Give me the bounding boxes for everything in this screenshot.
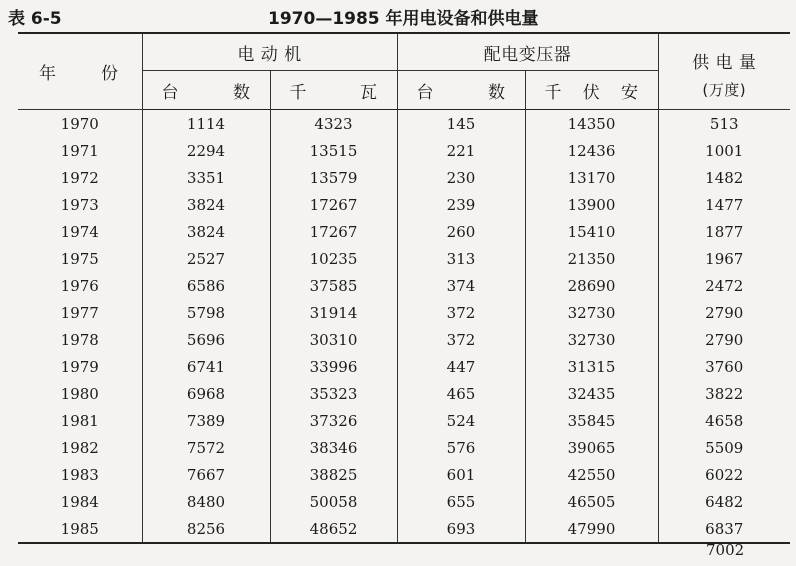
header-transformer-kva-char-2: 伏 — [582, 82, 601, 103]
cell-year: 1985 — [60, 519, 99, 538]
table-row — [18, 353, 790, 380]
cell-year: 1983 — [60, 465, 99, 484]
cell-supply: 1482 — [658, 164, 790, 191]
cell-transformer-kva: 32730 — [525, 299, 658, 326]
cell-year: 1984 — [60, 492, 99, 511]
table-row — [18, 515, 790, 543]
cell-transformer-count: 239 — [397, 191, 525, 218]
cell-supply: 1477 — [658, 191, 790, 218]
cell-supply: 2790 — [658, 326, 790, 353]
cell-supply: 1877 — [658, 218, 790, 245]
cell-transformer-count: 372 — [397, 299, 525, 326]
cell-supply: 6022 — [658, 461, 790, 488]
cell-year: 1976 — [60, 276, 99, 295]
cell-transformer-kva: 39065 — [525, 434, 658, 461]
cell-supply: 1967 — [658, 245, 790, 272]
cell-motor-kw: 31914 — [270, 299, 397, 326]
header-transformer-count-char-1: 台 — [416, 82, 434, 103]
cell-transformer-count: 372 — [397, 326, 525, 353]
cell-year: 1980 — [60, 384, 99, 403]
cell-motor-count: 5798 — [142, 299, 270, 326]
header-motor-kw-char-1: 千 — [289, 82, 307, 103]
cell-motor-kw: 50058 — [270, 488, 397, 515]
table-row — [18, 299, 790, 326]
cell-motor-count: 3824 — [142, 218, 270, 245]
header-year-char-1: 年 — [39, 64, 57, 84]
cell-transformer-count: 655 — [397, 488, 525, 515]
cell-motor-count: 6968 — [142, 380, 270, 407]
table-row — [18, 245, 790, 272]
table-row — [18, 110, 790, 138]
table-row — [18, 461, 790, 488]
cell-year: 1972 — [60, 168, 99, 187]
cell-motor-kw: 38346 — [270, 434, 397, 461]
table-row — [18, 218, 790, 245]
cell-supply: 2790 — [658, 299, 790, 326]
cell-transformer-kva: 31315 — [525, 353, 658, 380]
cell-motor-count: 7667 — [142, 461, 270, 488]
cell-year: 1974 — [60, 222, 99, 241]
header-supply-label: 供 电 量 — [692, 53, 757, 73]
cell-transformer-kva: 46505 — [525, 488, 658, 515]
table-row — [18, 272, 790, 299]
cell-supply: 6837 — [658, 515, 790, 543]
cell-transformer-kva: 13170 — [525, 164, 658, 191]
table-row — [18, 191, 790, 218]
cell-motor-count: 5696 — [142, 326, 270, 353]
cell-motor-kw: 4323 — [270, 110, 397, 138]
cell-motor-count: 8256 — [142, 515, 270, 543]
cell-transformer-count: 447 — [397, 353, 525, 380]
data-table — [18, 32, 790, 544]
cell-transformer-kva: 32730 — [525, 326, 658, 353]
title-row — [0, 0, 796, 30]
cell-supply: 513 — [658, 110, 790, 138]
table-title: 1970—1985 年用电设备和供电量 — [268, 9, 539, 29]
header-year-char-2: 份 — [101, 64, 119, 84]
cell-supply: 3760 — [658, 353, 790, 380]
cell-year: 1981 — [60, 411, 99, 430]
header-motor-count — [142, 71, 270, 110]
table-row — [18, 488, 790, 515]
cell-supply: 1001 — [658, 137, 790, 164]
cell-transformer-kva: 35845 — [525, 407, 658, 434]
cell-supply: 2472 — [658, 272, 790, 299]
cell-year: 1975 — [60, 249, 99, 268]
cell-year: 1982 — [60, 438, 99, 457]
cell-motor-kw: 38825 — [270, 461, 397, 488]
cell-motor-count: 7572 — [142, 434, 270, 461]
table-row — [18, 407, 790, 434]
table-number: 表 6-5 — [8, 9, 62, 29]
header-motor-kw-char-2: 瓦 — [360, 82, 378, 103]
cell-motor-kw: 37326 — [270, 407, 397, 434]
table-row — [18, 137, 790, 164]
cell-motor-kw: 13515 — [270, 137, 397, 164]
cell-supply: 6482 — [658, 488, 790, 515]
cell-supply: 4658 — [658, 407, 790, 434]
cell-year: 1971 — [60, 141, 99, 160]
header-transformer-count-char-2: 数 — [488, 82, 506, 103]
cell-motor-count: 8480 — [142, 488, 270, 515]
cell-motor-kw: 48652 — [270, 515, 397, 543]
cell-year: 1977 — [60, 303, 99, 322]
cell-transformer-kva: 32435 — [525, 380, 658, 407]
cell-motor-count: 7389 — [142, 407, 270, 434]
cell-transformer-kva: 13900 — [525, 191, 658, 218]
cell-transformer-count: 601 — [397, 461, 525, 488]
cell-transformer-kva: 28690 — [525, 272, 658, 299]
cell-motor-kw: 33996 — [270, 353, 397, 380]
cell-transformer-kva: 12436 — [525, 137, 658, 164]
cell-motor-count: 2294 — [142, 137, 270, 164]
header-year — [18, 33, 142, 110]
cell-transformer-kva: 42550 — [525, 461, 658, 488]
cell-transformer-count: 260 — [397, 218, 525, 245]
header-motor: 电 动 机 — [142, 33, 397, 71]
cell-transformer-count: 465 — [397, 380, 525, 407]
cell-motor-kw: 13579 — [270, 164, 397, 191]
cell-motor-count: 6586 — [142, 272, 270, 299]
cell-transformer-kva: 47990 — [525, 515, 658, 543]
cell-supply: 3822 — [658, 380, 790, 407]
cell-transformer-kva: 14350 — [525, 110, 658, 138]
cell-motor-count: 6741 — [142, 353, 270, 380]
cell-transformer-kva: 21350 — [525, 245, 658, 272]
table-body — [18, 110, 790, 544]
table-row — [18, 434, 790, 461]
cell-year: 1978 — [60, 330, 99, 349]
table-row — [18, 380, 790, 407]
cell-motor-kw: 17267 — [270, 218, 397, 245]
header-motor-count-char-1: 台 — [161, 82, 179, 103]
header-transformer-count — [397, 71, 525, 110]
cell-motor-count: 1114 — [142, 110, 270, 138]
header-supply-unit: (万度) — [702, 81, 747, 99]
cell-transformer-count: 313 — [397, 245, 525, 272]
header-transformer: 配电变压器 — [397, 33, 658, 71]
header-transformer-kva-char-1: 千 — [544, 82, 562, 103]
cell-supply: 5509 — [658, 434, 790, 461]
cell-motor-kw: 17267 — [270, 191, 397, 218]
cell-motor-kw: 37585 — [270, 272, 397, 299]
cell-motor-count: 3351 — [142, 164, 270, 191]
header-supply — [658, 33, 790, 110]
header-transformer-kva-char-3: 安 — [621, 82, 639, 103]
cell-motor-kw: 10235 — [270, 245, 397, 272]
table-row — [18, 164, 790, 191]
cell-transformer-count: 230 — [397, 164, 525, 191]
cell-transformer-count: 693 — [397, 515, 525, 543]
cell-year: 1970 — [60, 114, 99, 133]
cell-transformer-count: 145 — [397, 110, 525, 138]
header-transformer-kva — [525, 71, 658, 110]
cell-motor-kw: 35323 — [270, 380, 397, 407]
table-row — [18, 326, 790, 353]
cell-year: 1979 — [60, 357, 99, 376]
cell-transformer-count: 524 — [397, 407, 525, 434]
cell-motor-count: 2527 — [142, 245, 270, 272]
table-header — [18, 33, 790, 110]
cell-transformer-count: 374 — [397, 272, 525, 299]
cell-motor-count: 3824 — [142, 191, 270, 218]
cell-transformer-count: 221 — [397, 137, 525, 164]
cell-motor-kw: 30310 — [270, 326, 397, 353]
cell-year: 1973 — [60, 195, 99, 214]
header-motor-kw — [270, 71, 397, 110]
header-motor-count-char-2: 数 — [233, 82, 251, 103]
trailing-supply-value: 7002 — [706, 541, 745, 559]
cell-transformer-kva: 15410 — [525, 218, 658, 245]
cell-transformer-count: 576 — [397, 434, 525, 461]
